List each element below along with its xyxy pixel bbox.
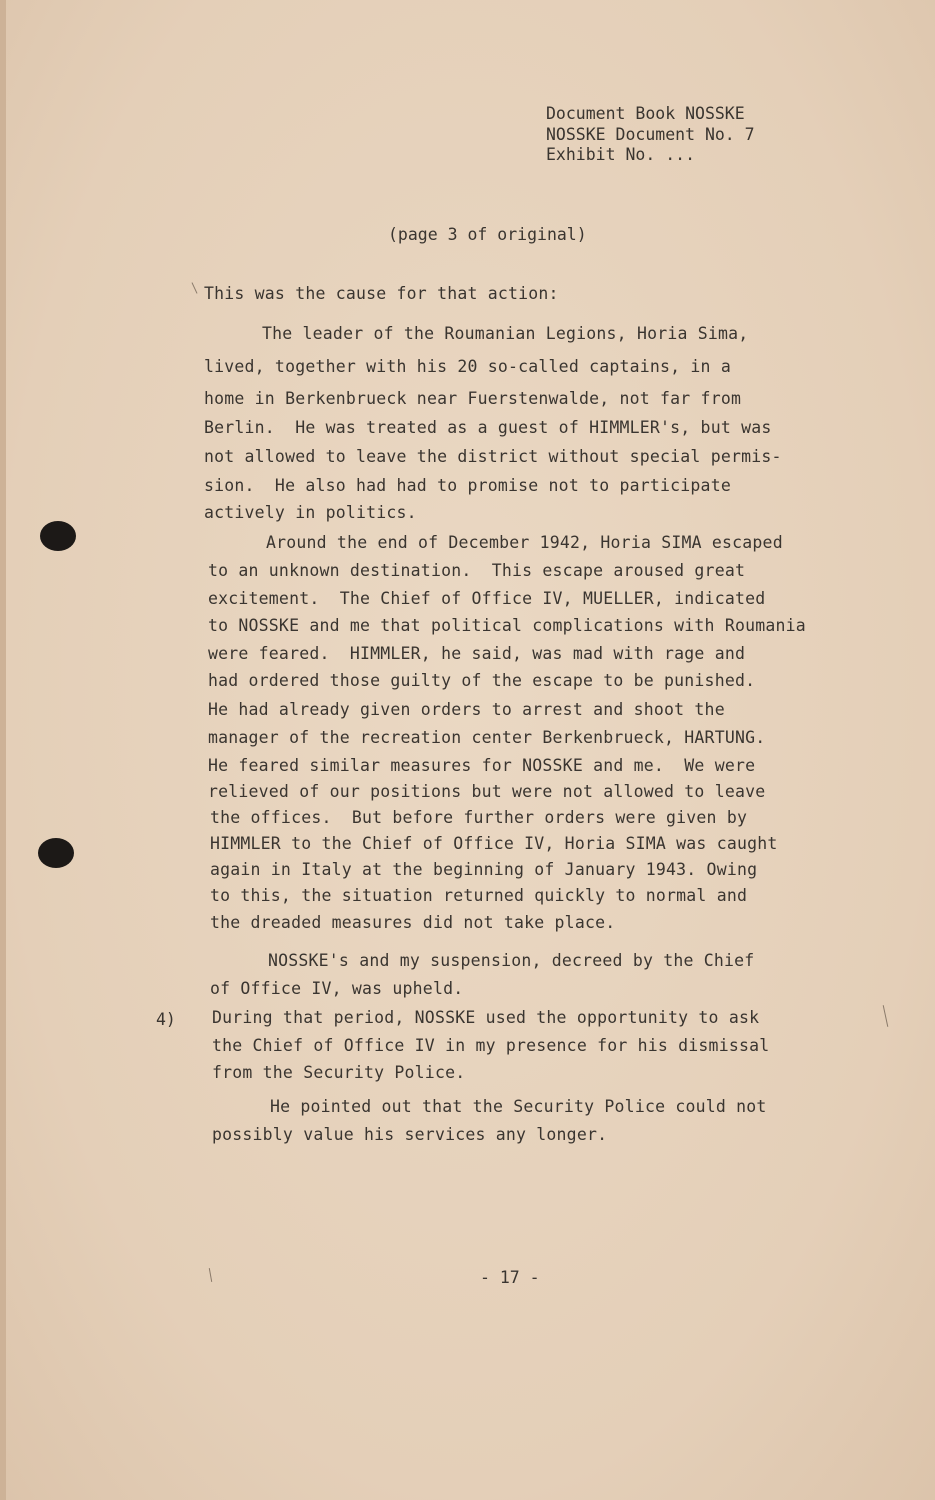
body-line: the Chief of Office IV in my presence for his dismissal xyxy=(212,1036,770,1055)
body-line: manager of the recreation center Berkenbrueck, HARTUNG. xyxy=(208,728,766,747)
page-reference: (page 3 of original) xyxy=(388,225,587,244)
body-line: Around the end of December 1942, Horia SIMA escaped xyxy=(266,533,783,552)
body-line: NOSSKE's and my suspension, decreed by the Chief xyxy=(268,951,755,970)
body-line: relieved of our positions but were not allowed to leave xyxy=(208,782,766,801)
body-line: During that period, NOSSKE used the opportunity to ask xyxy=(212,1008,760,1027)
body-line: He pointed out that the Security Police could not xyxy=(270,1097,767,1116)
body-line: to an unknown destination. This escape aroused great xyxy=(208,561,746,580)
punch-hole-bottom xyxy=(38,838,74,868)
document-header xyxy=(546,104,755,166)
paper-edge xyxy=(0,0,6,1500)
body-line: the offices. But before further orders were given by xyxy=(210,808,748,827)
body-line: were feared. HIMMLER, he said, was mad with rage and xyxy=(208,644,746,663)
body-line: He had already given orders to arrest and shoot the xyxy=(208,700,725,719)
body-line: possibly value his services any longer. xyxy=(212,1125,608,1144)
body-line: of Office IV, was upheld. xyxy=(210,979,464,998)
body-line: home in Berkenbrueck near Fuerstenwalde, not far from xyxy=(204,389,742,408)
header-exhibit-number: Exhibit No. ... xyxy=(546,145,696,164)
header-document-book: Document Book NOSSKE xyxy=(546,104,745,123)
margin-mark xyxy=(209,1268,212,1282)
header-document-number: NOSSKE Document No. 7 xyxy=(546,124,755,144)
page-number: - 17 - xyxy=(480,1268,540,1287)
body-line: the dreaded measures did not take place. xyxy=(210,913,616,932)
body-line: to this, the situation returned quickly to normal and xyxy=(210,886,748,905)
body-line: to NOSSKE and me that political complications with Roumania xyxy=(208,616,806,635)
body-line: HIMMLER to the Chief of Office IV, Horia SIMA was caught xyxy=(210,834,778,853)
body-line: The leader of the Roumanian Legions, Horia Sima, xyxy=(262,324,749,343)
body-line: actively in politics. xyxy=(204,503,417,522)
body-line: This was the cause for that action: xyxy=(204,284,559,303)
body-line: excitement. The Chief of Office IV, MUELLER, indicated xyxy=(208,589,766,608)
body-line: sion. He also had had to promise not to participate xyxy=(204,476,731,495)
body-line: again in Italy at the beginning of January 1943. Owing xyxy=(210,860,758,879)
margin-mark xyxy=(192,282,198,293)
margin-mark xyxy=(883,1005,889,1027)
punch-hole-top xyxy=(40,521,76,551)
item-marker: 4) xyxy=(156,1010,176,1029)
body-line: Berlin. He was treated as a guest of HIMMLER's, but was xyxy=(204,418,772,437)
body-line: had ordered those guilty of the escape to be punished. xyxy=(208,671,756,690)
body-line: He feared similar measures for NOSSKE and me. We were xyxy=(208,756,756,775)
body-line: from the Security Police. xyxy=(212,1063,466,1082)
body-line: lived, together with his 20 so-called captains, in a xyxy=(204,357,731,376)
body-line: not allowed to leave the district without special permis- xyxy=(204,447,782,466)
